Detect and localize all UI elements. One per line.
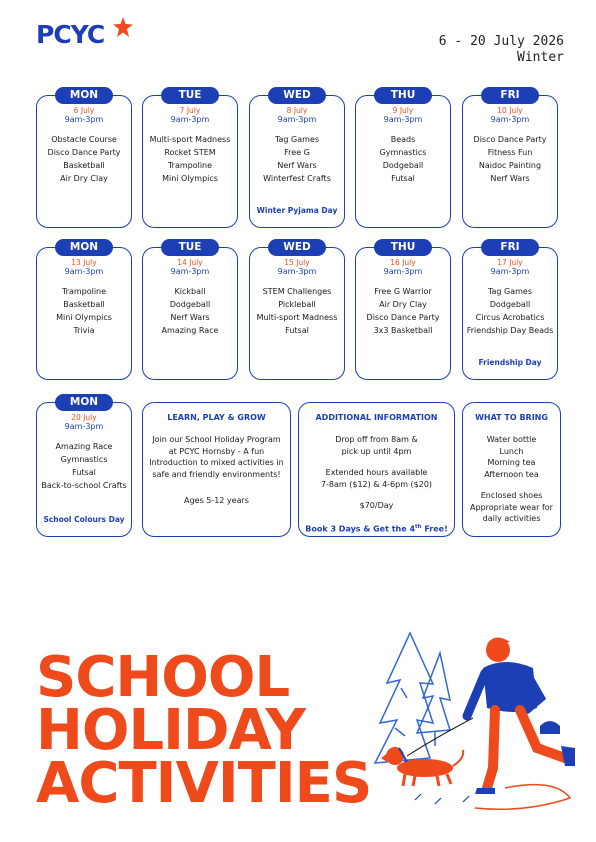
- body-line: Join our School Holiday Program: [152, 435, 281, 444]
- body-line: 7-8am ($12) & 4-6pm ($20): [320, 479, 433, 489]
- body-line: Extended hours available: [325, 468, 428, 477]
- offer-text: Book 3 Days & Get the 4: [305, 524, 416, 534]
- day-time: 9am-3pm: [383, 115, 423, 124]
- activity: Naidoc Painting: [478, 161, 542, 170]
- boy-walking-dog-illustration: [355, 628, 580, 818]
- day-card-fri-1: [462, 89, 558, 228]
- pcyc-logo: [36, 20, 104, 49]
- body-line: pick up until 4pm: [341, 446, 412, 456]
- activity: Pickleball: [278, 300, 316, 309]
- bring-item: Afternoon tea: [484, 469, 539, 479]
- day-card-tue-2: [142, 241, 238, 380]
- what-to-bring-box: [462, 402, 561, 537]
- day-time: 9am-3pm: [64, 267, 104, 276]
- day-pill: MON: [55, 87, 113, 104]
- headline-line-3: ACTIVITIES: [36, 751, 372, 816]
- day-time: 9am-3pm: [64, 422, 104, 431]
- day-card-fri-2: [462, 241, 558, 380]
- section-body: [463, 434, 560, 525]
- day-pill: WED: [268, 239, 326, 256]
- activity: Trivia: [73, 326, 95, 335]
- activity: Trampoline: [167, 161, 213, 170]
- activity: Free G Warrior: [374, 287, 432, 296]
- headline-line-1: SCHOOL: [36, 645, 290, 710]
- activity: Multi-sport Madness: [149, 135, 231, 144]
- price: $70/Day: [359, 501, 394, 510]
- activity-list: [37, 133, 131, 185]
- day-pill: FRI: [481, 239, 539, 256]
- boy-icon: [467, 637, 575, 794]
- bring-item: Lunch: [499, 446, 524, 456]
- booking-offer: [303, 522, 450, 535]
- star-icon: [112, 16, 134, 38]
- season: Winter: [517, 50, 564, 65]
- activity: STEM Challenges: [262, 287, 332, 296]
- day-time: 9am-3pm: [170, 115, 210, 124]
- bring-item: Morning tea: [487, 458, 536, 467]
- day-date: 20 July: [71, 413, 97, 422]
- day-pill: THU: [374, 87, 432, 104]
- activity: Futsal: [72, 468, 96, 477]
- section-body: [147, 434, 286, 507]
- bring-item: daily activities: [482, 514, 541, 523]
- activity-list: [143, 133, 237, 185]
- activity: Mini Olympics: [56, 313, 112, 322]
- body-line: Drop off from 8am &: [335, 435, 418, 444]
- activity: Rocket STEM: [164, 148, 216, 157]
- dog-icon: [381, 747, 463, 786]
- activity-list: [356, 133, 450, 185]
- activity: Amazing Race: [55, 442, 113, 451]
- body-line: at PCYC Hornsby - A fun: [168, 446, 265, 456]
- day-time: 9am-3pm: [277, 267, 317, 276]
- headline-line-2: HOLIDAY: [36, 698, 306, 763]
- activity: Disco Dance Party: [366, 313, 440, 322]
- activity: Nerf Wars: [490, 174, 530, 183]
- bring-item: Enclosed shoes: [480, 491, 543, 500]
- day-date: 9 July: [392, 106, 414, 115]
- activity: Disco Dance Party: [47, 148, 121, 157]
- offer-sup: th: [415, 523, 422, 530]
- activity: Basketball: [63, 161, 105, 170]
- section-title: LEARN, PLAY & GROW: [167, 413, 266, 422]
- activity: Futsal: [391, 174, 415, 183]
- day-pill: THU: [374, 239, 432, 256]
- bush-icon: [540, 721, 560, 734]
- day-date: 13 July: [71, 258, 97, 267]
- offer-suffix: Free!: [421, 524, 448, 534]
- day-time: 9am-3pm: [170, 267, 210, 276]
- day-card-wed-1: [249, 89, 345, 228]
- activity: Mini Olympics: [162, 174, 218, 183]
- theme-day: Winter Pyjama Day: [256, 206, 338, 215]
- day-pill: FRI: [481, 87, 539, 104]
- section-body: [303, 434, 450, 535]
- activity-list: [356, 285, 450, 337]
- activity: Free G: [284, 148, 310, 157]
- day-time: 9am-3pm: [383, 267, 423, 276]
- section-title: ADDITIONAL INFORMATION: [315, 413, 438, 422]
- activity: Beads: [390, 135, 416, 144]
- activity: Gymnastics: [60, 455, 108, 464]
- theme-day: School Colours Day: [43, 515, 125, 524]
- activity: Tag Games: [487, 287, 533, 296]
- day-card-mon-2: [36, 241, 132, 380]
- activity: Futsal: [285, 326, 309, 335]
- activity-list: [463, 285, 557, 337]
- learn-play-grow-box: [142, 402, 291, 537]
- day-pill: TUE: [161, 87, 219, 104]
- day-date: 8 July: [286, 106, 308, 115]
- day-date: 6 July: [73, 106, 95, 115]
- activity-list: [250, 133, 344, 185]
- day-pill: WED: [268, 87, 326, 104]
- activity-list: [250, 285, 344, 337]
- activity-list: [37, 440, 131, 492]
- activity: Nerf Wars: [170, 313, 210, 322]
- day-card-thu-1: [355, 89, 451, 228]
- activity: Basketball: [63, 300, 105, 309]
- activity: Nerf Wars: [277, 161, 317, 170]
- date-header: [439, 34, 564, 66]
- activity: Dodgeball: [169, 300, 211, 309]
- activity: Fitness Fun: [487, 148, 533, 157]
- body-line: safe and friendly environments!: [152, 469, 281, 479]
- activity: Back-to-school Crafts: [41, 481, 127, 490]
- activity-list: [37, 285, 131, 337]
- theme-day: Friendship Day: [478, 358, 542, 367]
- day-card-mon-3: [36, 396, 132, 537]
- day-pill: MON: [55, 239, 113, 256]
- day-date: 7 July: [179, 106, 201, 115]
- activity: Friendship Day Beads: [466, 326, 554, 335]
- day-card-thu-2: [355, 241, 451, 380]
- day-time: 9am-3pm: [490, 115, 530, 124]
- day-time: 9am-3pm: [64, 115, 104, 124]
- activity: Gymnastics: [379, 148, 427, 157]
- activity-list: [463, 133, 557, 185]
- day-date: 17 July: [497, 258, 523, 267]
- body-line: Introduction to mixed activities in: [149, 458, 284, 467]
- activity: Air Dry Clay: [379, 300, 427, 309]
- activity: Circus Acrobatics: [475, 313, 545, 322]
- activity: Kickball: [174, 287, 206, 296]
- day-pill: MON: [55, 394, 113, 411]
- logo-text: PCYC: [36, 20, 105, 49]
- activity: Trampoline: [61, 287, 107, 296]
- activity: Amazing Race: [161, 326, 219, 335]
- bring-item: Appropriate wear for: [470, 502, 553, 512]
- day-time: 9am-3pm: [490, 267, 530, 276]
- activity: Tag Games: [274, 135, 320, 144]
- activity: Multi-sport Madness: [256, 313, 338, 322]
- day-pill: TUE: [161, 239, 219, 256]
- activity: Winterfest Crafts: [263, 174, 331, 183]
- day-date: 16 July: [390, 258, 416, 267]
- activity: 3x3 Basketball: [373, 326, 433, 335]
- activity: Air Dry Clay: [60, 174, 108, 183]
- additional-info-box: [298, 402, 455, 537]
- day-card-mon-1: [36, 89, 132, 228]
- ages: Ages 5-12 years: [184, 496, 249, 505]
- day-date: 14 July: [177, 258, 203, 267]
- day-card-tue-1: [142, 89, 238, 228]
- activity: Obstacle Course: [51, 135, 117, 144]
- section-title: WHAT TO BRING: [475, 413, 548, 422]
- activity-list: [143, 285, 237, 337]
- day-date: 15 July: [284, 258, 310, 267]
- day-time: 9am-3pm: [277, 115, 317, 124]
- day-date: 10 July: [497, 106, 523, 115]
- activity: Dodgeball: [489, 300, 531, 309]
- date-range: 6 - 20 July 2026: [438, 34, 564, 49]
- activity: Disco Dance Party: [473, 135, 547, 144]
- activity: Dodgeball: [382, 161, 424, 170]
- bring-item: Water bottle: [486, 435, 537, 444]
- day-card-wed-2: [249, 241, 345, 380]
